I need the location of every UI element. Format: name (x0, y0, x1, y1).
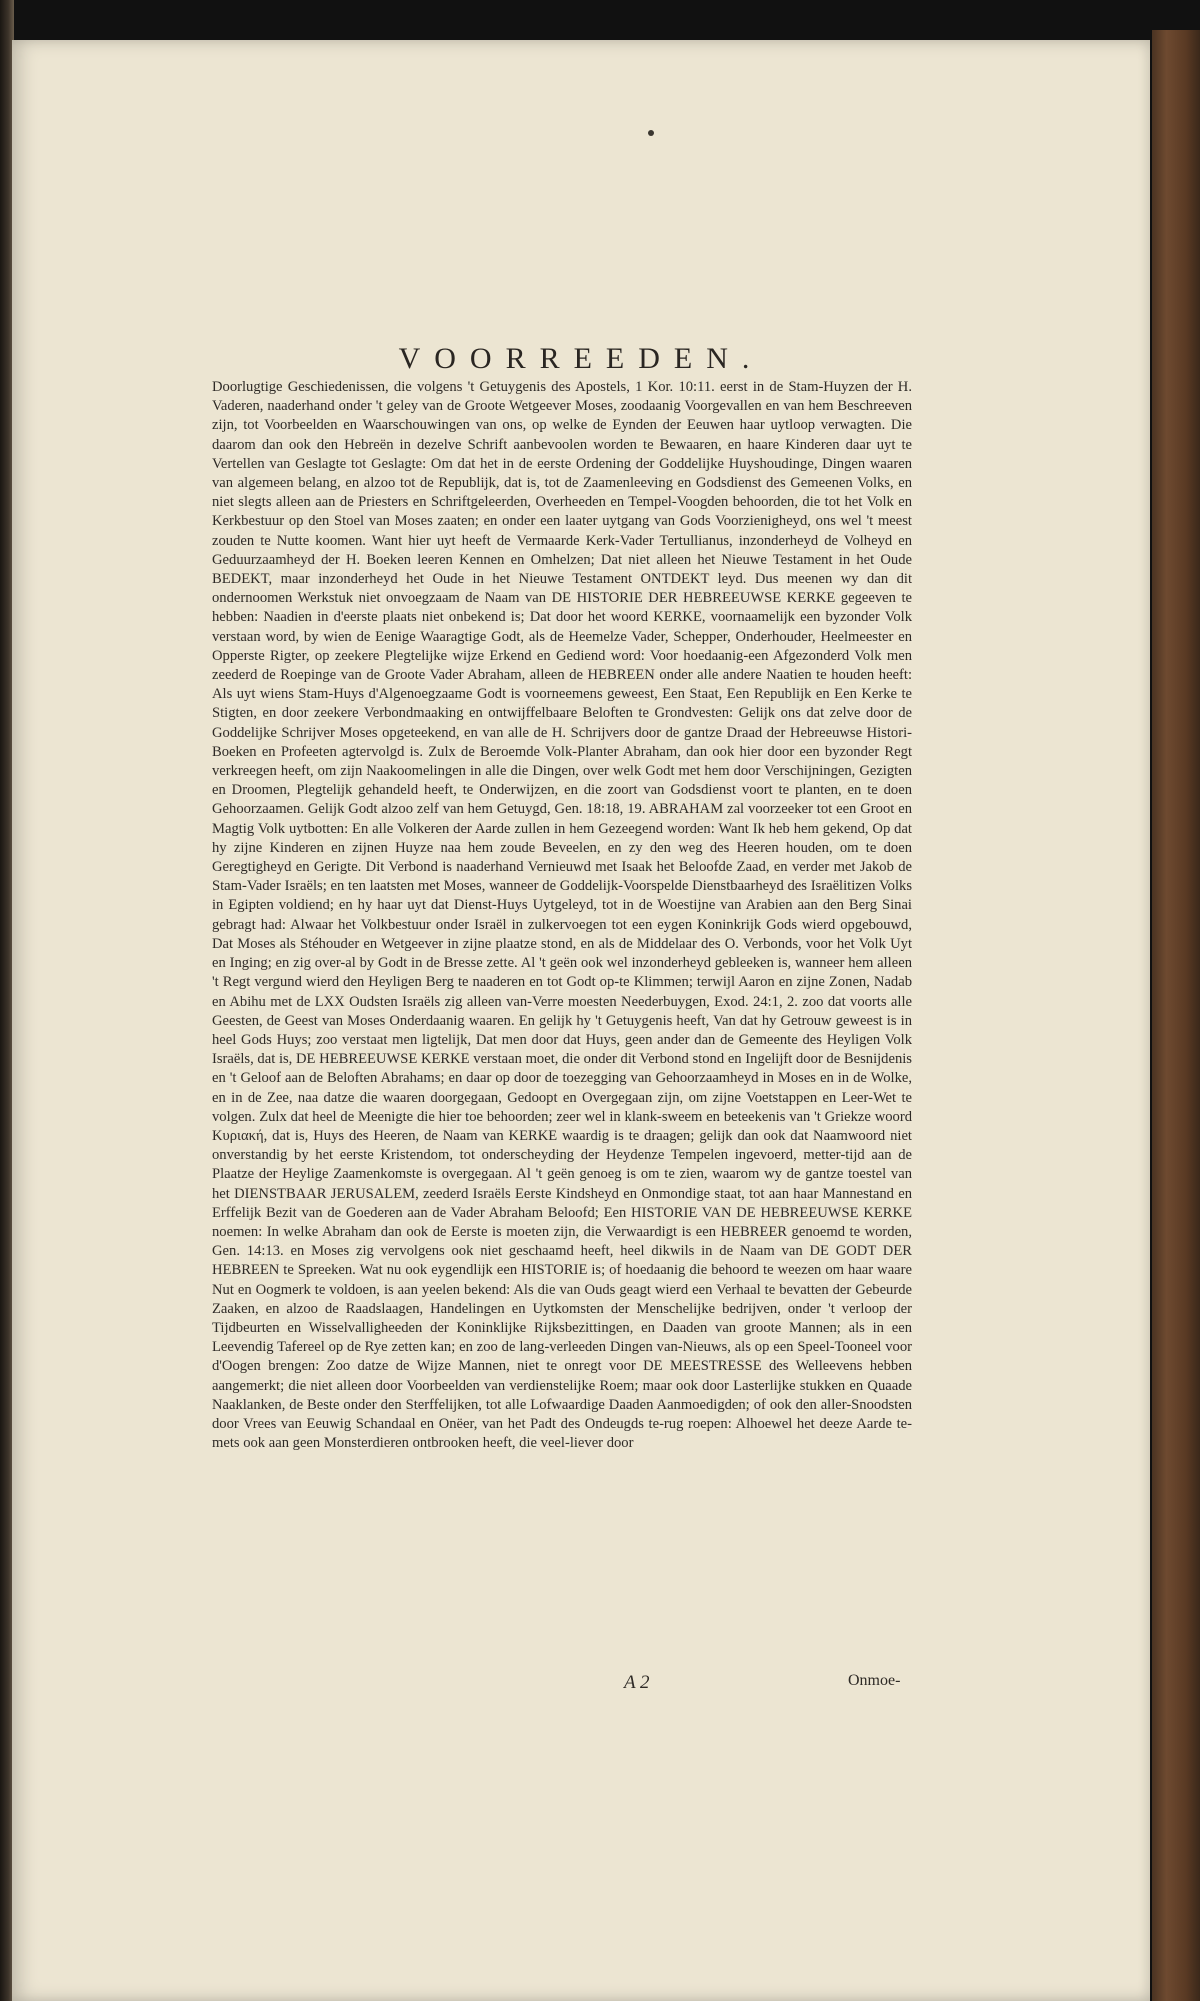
catchword: Onmoe- (848, 1672, 901, 1689)
book-page (12, 40, 1150, 2001)
page-heading: VOORREEDEN. (398, 342, 764, 375)
page-mark (648, 130, 654, 136)
signature-mark: A 2 (624, 1672, 650, 1693)
book-cover-edge (1152, 30, 1200, 2001)
body-text: Doorlugtige Geschiedenissen, die volgens 't Getuygenis des Apostels, 1 Kor. 10:11. eerst in de Stam-Huyzen der H. Vaderen, naaderhand onder 't geley van de Groote Wetgeever Moses, zoodaanig Voorgevallen en van hem Beschreeven zijn, tot Voorbeelden en Waarschouwingen van ons, op welke de Eynden der Eeuwen haar uytloop verwagten. Die daarom dan ook den Hebreën in dezelve Schrift aanbevoolen worden te Bewaaren, en haare Kinderen daar uyt te Vertellen van Geslagte tot Geslagte: Om dat het in de eerste Ordening der Goddelijke Huyshoudinge, Dingen waaren van algemeen belang, en alzoo tot de Republijk, dat is, tot de Zaamenleeving en Godsdienst des Gemeenen Volks, en niet slegts alleen aan de Priesters en Schriftgeleerden, Overheeden en Tempel-Voogden behoorden, die tot het Volk en Kerkbestuur op den Stoel van Moses zaaten; en onder een laater uytgang van Gods Voorzienigheyd, ons wel 't meest zouden te Nutte koomen. Want hier uyt heeft de Vermaarde Kerk-Vader Tertullianus, inzonderheyd de Volheyd en Geduurzaamheyd der H. Boeken leeren Kennen en Omhelzen; Dat niet alleen het Nieuwe Testament in het Oude BEDEKT, maar inzonderheyd het Oude in het Nieuwe Testament ONTDEKT leyd. Dus meenen wy dan dit ondernoomen Werkstuk niet onvoegzaam de Naam van DE HISTORIE DER HEBREEUWSE KERKE gegeeven te hebben: Naadien in d'eerste plaats niet onbekend is; Dat door het woord KERKE, voornaamelijk een byzonder Volk verstaan word, by wien de Eenige Waaragtige Godt, als de Heemelze Vader, Schepper, Onderhouder, Heelmeester en Opperste Rigter, op zeekere Plegtelijke wijze Erkend en Gediend word: Voor hoedaanig-een Afgezonderd Volk men zeederd de Roepinge van de Groote Vader Abraham, alleen de HEBREEN onder alle andere Naatien te houden heeft: Als uyt wiens Stam-Huys d'Algenoegzaame Godt is voorneemens geweest, Een Staat, Een Republijk en Een Kerke te Stigten, en door zeekere Verbondmaaking en ontwijffelbaare Beloften te Grondvesten: Gelijk ons dat zelve door de Goddelijke Schrijver Moses opgeteekend, en van alle de H. Schrijvers door de gantze Draad der Hebreeuwse Histori-Boeken en Profeeten agtervolgd is. Zulx de Beroemde Volk-Planter Abraham, dan ook hier door een byzonder Regt verkreegen heeft, om zijn Naakoomelingen in alle die Dingen, over welk Godt met hem door Verschijningen, Gezigten en Droomen, Plegtelijk gehandeld heeft, te Onderwijzen, en die zoort van Godsdienst voort te planten, en te doen Gehoorzaamen. Gelijk Godt alzoo zelf van hem Getuygd, Gen. 18:18, 19. ABRAHAM zal voorzeeker tot een Groot en Magtig Volk uytbotten: En alle Volkeren der Aarde zullen in hem Gezeegend worden: Want Ik heb hem gekend, Op dat hy zijne Kinderen en zijnen Huyze naa hem zoude Beveelen, en zy den weg des Heeren houden, om te doen Geregtigheyd en Gerigte. Dit Verbond is naaderhand Vernieuwd met Isaak het Beloofde Zaad, en verder met Jakob de Stam-Vader Israëls; en ten laatsten met Moses, wanneer de Goddelijk-Voorspelde Dienstbaarheyd des Israëlitizen Volks in Egipten voldiend; en hy haar uyt dat Dienst-Huys Uytgeleyd, tot in de Woestijne van Arabien aan den Berg Sinai gebragt had: Alwaar het Volkbestuur onder Israël in zulkervoegen tot een eygen Koninkrijk Gods wierd opgebouwd, Dat Moses als Stéhouder en Wetgeever in zijne plaatze stond, en als de Middelaar des O. Verbonds, voor het Volk Uyt en Inging; en zig over-al by Godt in de Bresse zette. Al 't geën ook wel inzonderheyd gebleeken is, wanneer hem alleen 't Regt vergund wierd den Heyligen Berg te naaderen en tot Godt op-te Klimmen; terwijl Aaron en zijne Zonen, Nadab en Abihu met de LXX Oudsten Israëls zig alleen van-Verre moesten Neederbuygen, Exod. 24:1, 2. zoo dat voorts alle Geesten, de Geest van Moses Onderdaanig waaren. En gelijk hy 't Getuygenis heeft, Van dat hy Getrouw geweest is in heel Gods Huys; zoo verstaat men ligtelijk, Dat men door dat Huys, geen ander dan de Gemeente des Heyligen Volk Israëls, dat is, DE HEBREEUWSE KERKE verstaan moet, die onder dit Verbond stond en Ingelijft door de Besnijdenis en 't Geloof aan de Beloften Abrahams; en daar op door de toezegging van Gehoorzaamheyd in Moses en in de Wolke, en in de Zee, naa datze die waaren doorgegaan, Gedoopt en Overgegaan zijn, om zijne Voetstappen en Leer-Wet te volgen. Zulx dat heel de Meenigte die hier toe behoorden; zeer wel in klank-sweem en beteekenis van 't Griekze woord Κυριακή, dat is, Huys des Heeren, de Naam van KERKE waardig is te draagen; gelijk dan ook dat Naamwoord niet onverstandig by het eerste Kristendom, tot onderscheyding der Heydenze Tempelen ingevoerd, metter-tijd aan de Plaatze der Heylige Zaamenkomste is overgegaan. Al 't geën genoeg is om te zien, waarom wy de gantze toestel van het DIENSTBAAR JERUSALEM, zeederd Israëls Eerste Kindsheyd en Onmondige staat, tot aan haar Mannestand en Erffelijk Bezit van de Goederen aan de Vader Abraham Beloofd; Een HISTORIE VAN DE HEBREEUWSE KERKE noemen: In welke Abraham dan ook de Eerste is moeten zijn, die Verwaardigt is een HEBREER genoemd te worden, Gen. 14:13. en Moses zig vervolgens ook niet geschaamd heeft, heel dikwils in de Naam van DE GODT DER HEBREEN te Spreeken. Wat nu ook eygendlijk een HISTORIE is; of hoedaanig die behoord te weezen om haar waare Nut en Oogmerk te voldoen, is aan yeelen bekend: Als die van Ouds geagt wierd een Verhaal te bevatten der Gebeurde Zaaken, en alzoo de Raadslaagen, Handelingen en Uytkomsten der Menschelijke bedrijven, onder 't verloop der Tijdbeurten en Wisselvalligheeden der Koninklijke Rijksbezittingen, en Daaden van groote Mannen; als in een Leevendig Tafereel op de Rye zetten kan; en zoo de lang-verleeden Dingen van-Nieuws, als op een Speel-Tooneel voor d'Oogen brengen: Zoo datze de Wijze Mannen, niet te onregt voor DE MEESTRESSE des Welleevens hebben aangemerkt; die niet alleen door Voorbeelden van verdienstelijke Roem; maar ook door Lasterlijke stukken en Quaade Naaklanken, de Beste onder den Sterffelijken, tot alle Lofwaardige Daaden Aanmoedigden; of ook den aller-Snoodsten door Vrees van Eeuwig Schandaal en Onëer, van het Padt des Ondeugds te-rug roepen: Alhoewel het deeze Aarde te-mets ook aan geen Monsterdieren ontbrooken heeft, die veel-liever door (212, 379, 912, 1452)
